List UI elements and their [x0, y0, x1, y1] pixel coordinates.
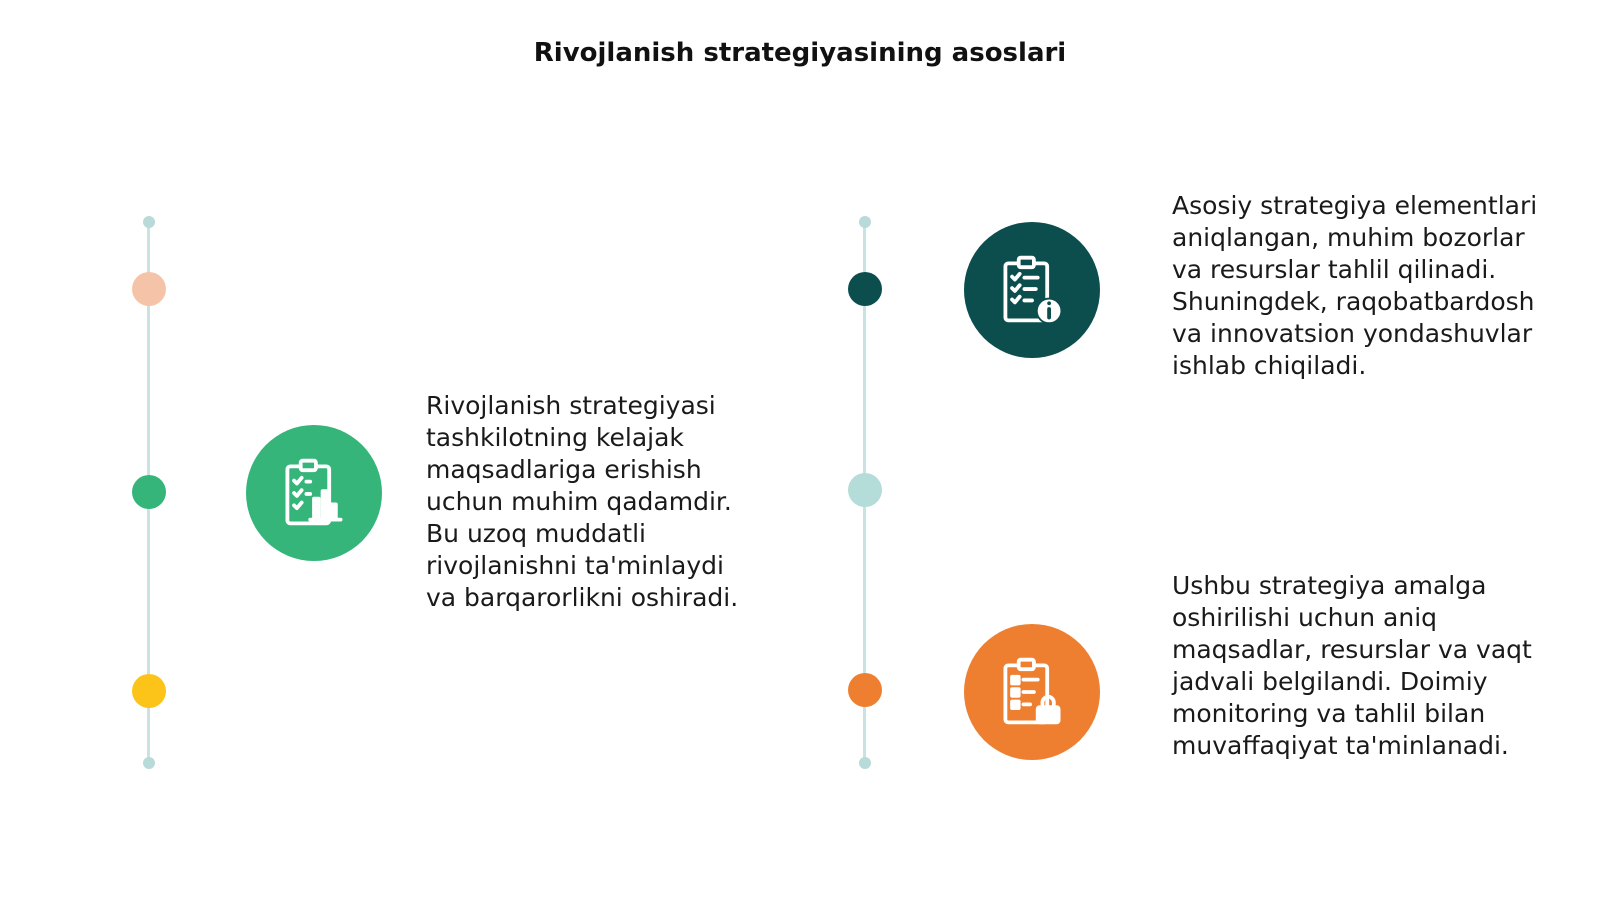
right-timeline-bottom-cap [859, 757, 871, 769]
item-3-description: Ushbu strategiya amalga oshirilishi uchun aniq maqsadlar, resurslar va vaqt jadvali belgilandi. Doimiy monitoring va tahlil bilan muvaffaqiyat ta'minlanadi. [1172, 571, 1532, 760]
right-timeline-dot-orange [848, 673, 882, 707]
item-2-description: Asosiy strategiya elementlari aniqlangan, muhim bozorlar va resurslar tahlil qilinadi. Shuningdek, raqobatbardosh va innovatsion yondashuvlar ishlab chiqiladi. [1172, 191, 1538, 380]
left-timeline-dot-green [132, 475, 166, 509]
left-timeline-dot-peach [132, 272, 166, 306]
right-timeline-top-cap [859, 216, 871, 228]
clipboard-lock-icon [964, 624, 1100, 760]
left-timeline-top-cap [143, 216, 155, 228]
item-1-description: Rivojlanish strategiyasi tashkilotning kelajak maqsadlariga erishish uchun muhim qadamdir. Bu uzoq muddatli rivojlanishni ta'minlaydi va barqarorlikni oshiradi. [426, 391, 739, 612]
left-timeline-dot-yellow [132, 674, 166, 708]
page-title: Rivojlanish strategiyasining asoslari [533, 38, 1067, 68]
clipboard-info-icon [964, 222, 1100, 358]
left-timeline-bottom-cap [143, 757, 155, 769]
right-timeline-dot-dark-teal [848, 272, 882, 306]
clipboard-chart-icon [246, 425, 382, 561]
right-timeline-dot-pale-teal [848, 473, 882, 507]
